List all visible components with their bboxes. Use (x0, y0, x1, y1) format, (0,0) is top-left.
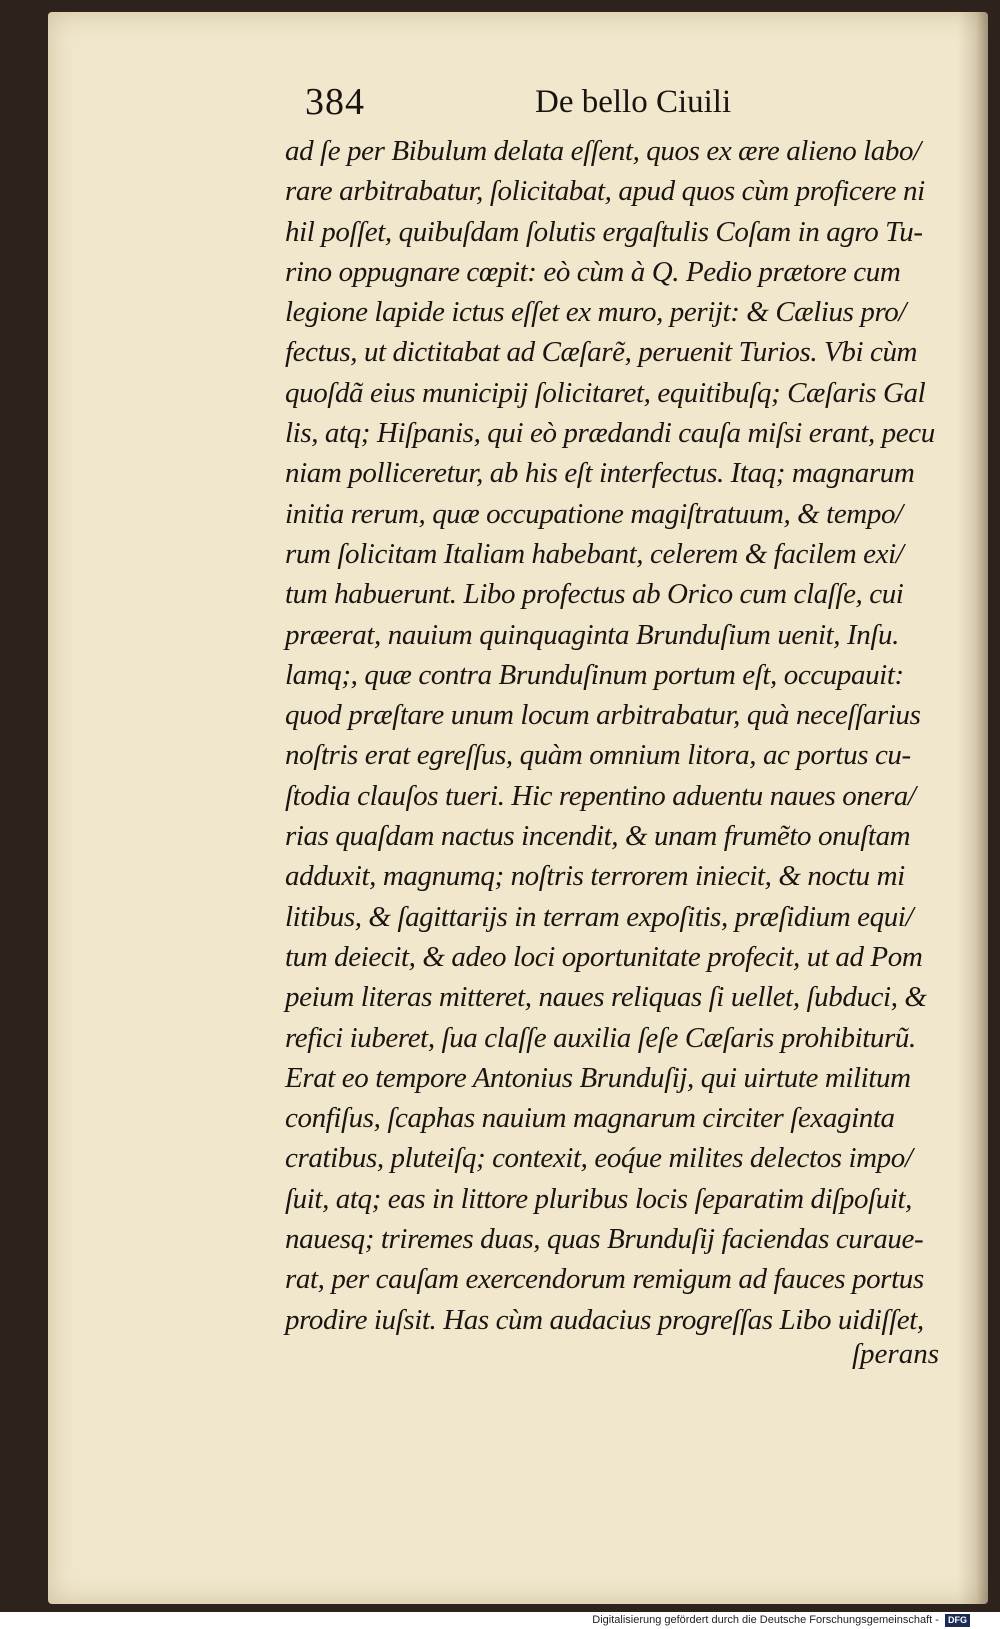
text-line: peium literas mitteret, naues reliquas ſi uellet, ſubduci, & (285, 981, 927, 1014)
text-line: tum habuerunt. Libo profectus ab Orico cum claſſe, cui (285, 578, 904, 611)
text-line: quod præſtare unum locum arbitrabatur, quà neceſſarius (285, 699, 921, 732)
page-number: 384 (305, 81, 365, 123)
text-line: litibus, & ſagittarijs in terram expoſitis, præſidium equi/ (285, 900, 914, 933)
text-line: rare arbitrabatur, ſolicitabat, apud quos cùm proficere ni (285, 175, 925, 208)
text-line: fectus, ut dictitabat ad Cæſarẽ, peruenit Turios. Vbi cùm (285, 336, 918, 369)
running-title: De bello Ciuili (535, 84, 732, 120)
text-line: rat, per cauſam exercendorum remigum ad fauces portus (285, 1263, 924, 1296)
text-line: ad ſe per Bibulum delata eſſent, quos ex ære alieno labo/ (285, 135, 921, 167)
text-line: Erat eo tempore Antonius Brunduſij, qui uirtute militum (285, 1061, 911, 1094)
text-line: præerat, nauium quinquaginta Brunduſium uenit, Inſu. (285, 618, 899, 651)
text-line: lis, atq; Hiſpanis, qui eò prædandi cauſa miſsi erant, pecu (285, 417, 935, 450)
text-line: rino oppugnare cœpit: eò cùm à Q. Pedio prætore cum (285, 255, 901, 288)
page-edge-shadow (958, 12, 988, 1604)
text-line: legione lapide ictus eſſet ex muro, perijt: & Cælius pro/ (285, 296, 907, 329)
text-line: noſtris erat egreſſus, quàm omnium litora, ac portus cu- (285, 739, 911, 772)
text-line: quoſdã eius municipij ſolicitaret, equitibuſq; Cæſaris Gal (285, 376, 926, 409)
body-text (285, 131, 945, 1340)
text-line: initia rerum, quæ occupatione magiſtratuum, & tempo/ (285, 497, 903, 530)
text-line: prodire iuſsit. Has cùm audacius progreſſas Libo uidiſſet, (285, 1303, 924, 1336)
dfg-logo: DFG (945, 1614, 970, 1627)
text-line: lamq;, quæ contra Brunduſinum portum eſt, occupauit: (285, 658, 904, 691)
text-line: refici iuberet, ſua claſſe auxilia ſeſe Cæſaris prohibiturũ. (285, 1021, 916, 1054)
text-line: cratibus, pluteiſq; contexit, eoq́ue milites delectos impo/ (285, 1142, 913, 1175)
text-line: tum deiecit, & adeo loci oportunitate profecit, ut ad Pom (285, 940, 923, 973)
text-line: adduxit, magnumq; noſtris terrorem iniecit, & noctu mi (285, 860, 905, 893)
text-line: niam polliceretur, ab his eſt interfectus. Itaq; magnarum (285, 457, 915, 490)
text-line: hil poſſet, quibuſdam ſolutis ergaſtulis Coſam in agro Tu- (285, 215, 923, 248)
text-line: rum ſolicitam Italiam habebant, celerem & facilem exi/ (285, 537, 904, 570)
running-head (305, 80, 785, 130)
text-line: rias quaſdam nactus incendit, & unam frumẽto onuſtam (285, 820, 911, 853)
text-line: ſtodia clauſos tueri. Hic repentino aduentu naues onera/ (285, 779, 916, 812)
digitization-credit (592, 1612, 970, 1629)
text-line: ſuit, atq; eas in littore pluribus locis ſeparatim diſpoſuit, (285, 1182, 913, 1215)
text-line: confiſus, ſcaphas nauium magnarum circiter ſexaginta (285, 1102, 895, 1135)
text-line: nauesq; triremes duas, quas Brunduſij faciendas curaue- (285, 1223, 924, 1256)
credit-text: Digitalisierung gefördert durch die Deutsche Forschungsgemeinschaft - (592, 1614, 939, 1626)
catchword: ſperans (852, 1338, 939, 1370)
